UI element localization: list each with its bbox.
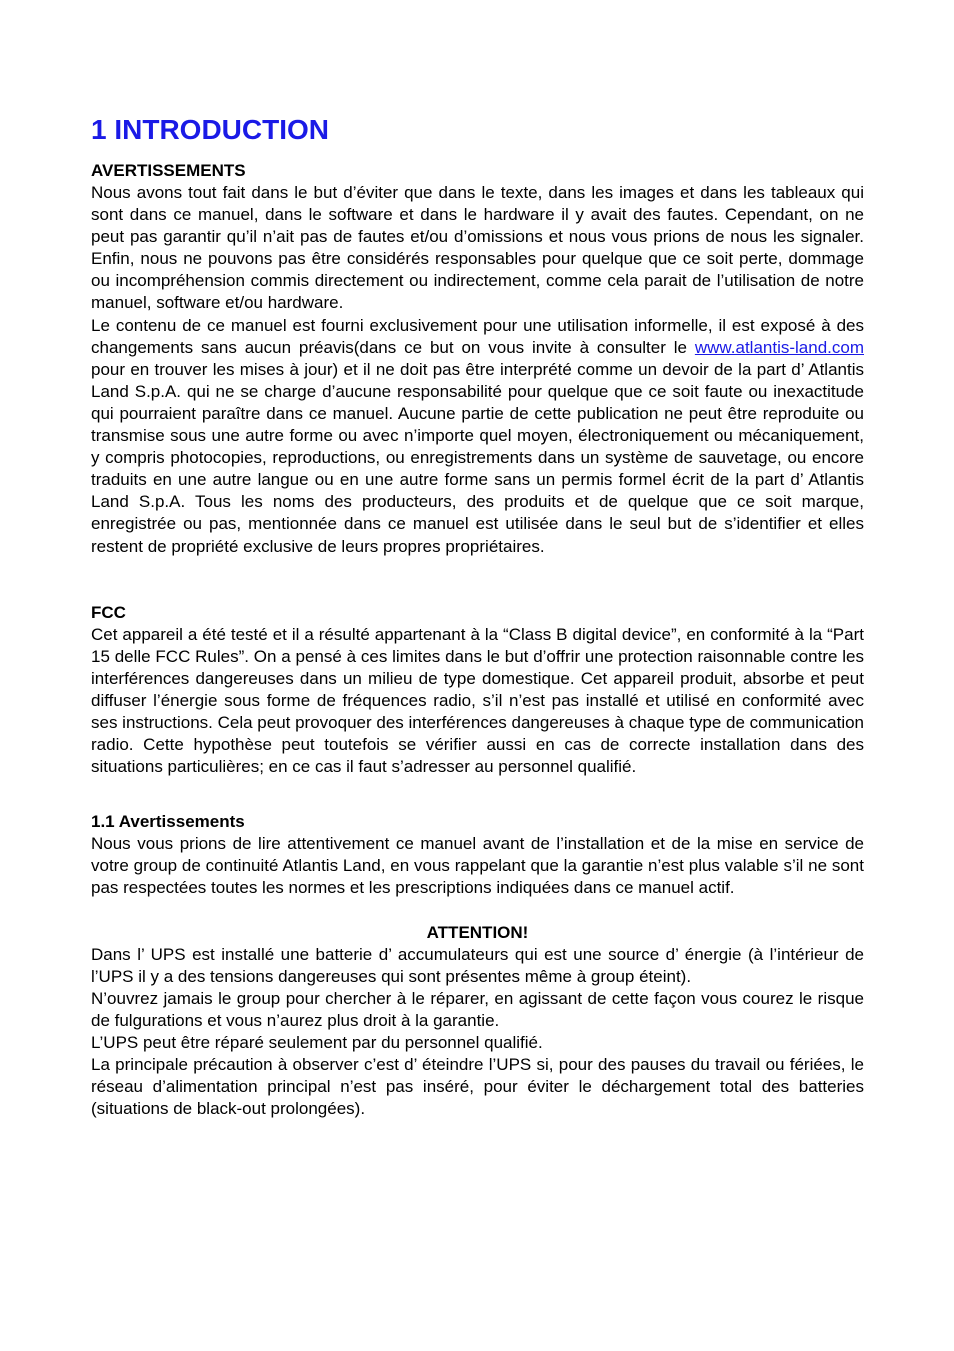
warnings-paragraph-1: Nous avons tout fait dans le but d’éviter que dans le texte, dans les images et dans les tableaux qui sont dans ce manuel, dans le software et dans le hardware il y avait des fautes. Cependant, on ne peut pas garantir qu’il n’ait pas de fautes et/ou d’omissions et nous vous prions de nous les signaler. Enfin, nous ne pouvons pas être considérés responsables pour quelque que ce soit perte, dommage ou incompréhension commis directement ou indirectement, comme cela parait de l’utilisation de notre manuel, software et/ou hardware. [91,183,864,313]
fcc-heading: FCC [91,602,126,622]
attention-paragraph-2: N’ouvrez jamais le group pour chercher à le réparer, en agissant de cette façon vous courez le risque de fulgurations et vous n’aurez plus droit à la garantie. [91,988,864,1030]
section-1-1-heading: 1.1 Avertissements [91,812,245,832]
attention-paragraph-3: L’UPS peut être réparé seulement par du personnel qualifié. [91,1032,543,1052]
attention-heading: ATTENTION! [426,922,529,942]
warnings-paragraph-2 [91,315,864,558]
atlantis-website-link[interactable]: www.atlantis-land.com [694,337,864,357]
attention-paragraph-1: Dans l’ UPS est installé une batterie d’ accumulateurs qui est une source d’ énergie (à l’intérieur de l’UPS il y a des tensions dangereuses qui sont présentes même à group éteint). [91,944,864,986]
section-1-1-paragraph: Nous vous prions de lire attentivement ce manuel avant de l’installation et de la mise en service de votre group de continuité Atlantis Land, en vous rappelant que la garantie n’est plus valable s’il ne sont pas respectées toutes les normes et les prescriptions indiquées dans ce manuel actif. [91,834,864,898]
warnings-heading: AVERTISSEMENTS [91,161,246,180]
document-page [91,112,864,1120]
page-title: 1 INTRODUCTION [91,114,329,145]
warnings-p2-after-link: pour en trouver les mises à jour) et il ne doit pas être interprété comme un devoir de la part d’ Atlantis Land S.p.A. qui ne se charge d’aucune responsabilité pour quelque que ce soit faute ou inexactitude qui pourraient paraître dans ce manuel. Aucune partie de cette publication ne peut être reproduite ou transmise sous une autre forme ou avec n’importe quel moyen, électroniquement ou mécaniquement, y compris photocopies, reproductions, ou enregistrements dans un système de sauvetage, ou encore traduits en une autre langue ou en une autre forme sans un permis formel écrit de la part d’ Atlantis Land S.p.A. Tous les noms des producteurs, des produits et de quelque que ce soit marque, enregistrée ou pas, mentionnée dans ce manuel est utilisée dans le seul but de s’identifier et elles restent de propriété exclusive de leurs propres propriétaires. [91,359,864,556]
fcc-paragraph: Cet appareil a été testé et il a résulté appartenant à la “Class B digital device”, en conformité à la “Part 15 delle FCC Rules”. On a pensé à ces limites dans le but d’offrir une protection raisonnable contre les interférences dangereuses dans un milieu de type domestique. Cet appareil produit, absorbe et peut diffuser l’énergie sous forme de fréquences radio, s’il n’est pas installé et utilisé en conformité avec ses instructions. Cela peut provoquer des interférences dangereuses à chaque type de communication radio. Cette hypothèse peut toutefois se vérifier aussi en cas de correcte installation dans des situations particulières; en ce cas il faut s’adresser au personnel qualifié. [91,624,865,777]
spacer [91,900,864,922]
spacer [91,558,864,602]
spacer [91,778,864,811]
attention-paragraph-4: La principale précaution à observer c’est d’ éteindre l’UPS si, pour des pauses du travail ou fériées, le réseau d’alimentation principal n’est pas inséré, pour éviter le déchargement total des batteries (situations de black-out prolongées). [91,1055,864,1119]
warnings-p2-before-link: Le contenu de ce manuel est fourni exclusivement pour une utilisation informelle, il est exposé à des changements sans aucun préavis(dans ce but on vous invite à consulter le [91,315,864,357]
